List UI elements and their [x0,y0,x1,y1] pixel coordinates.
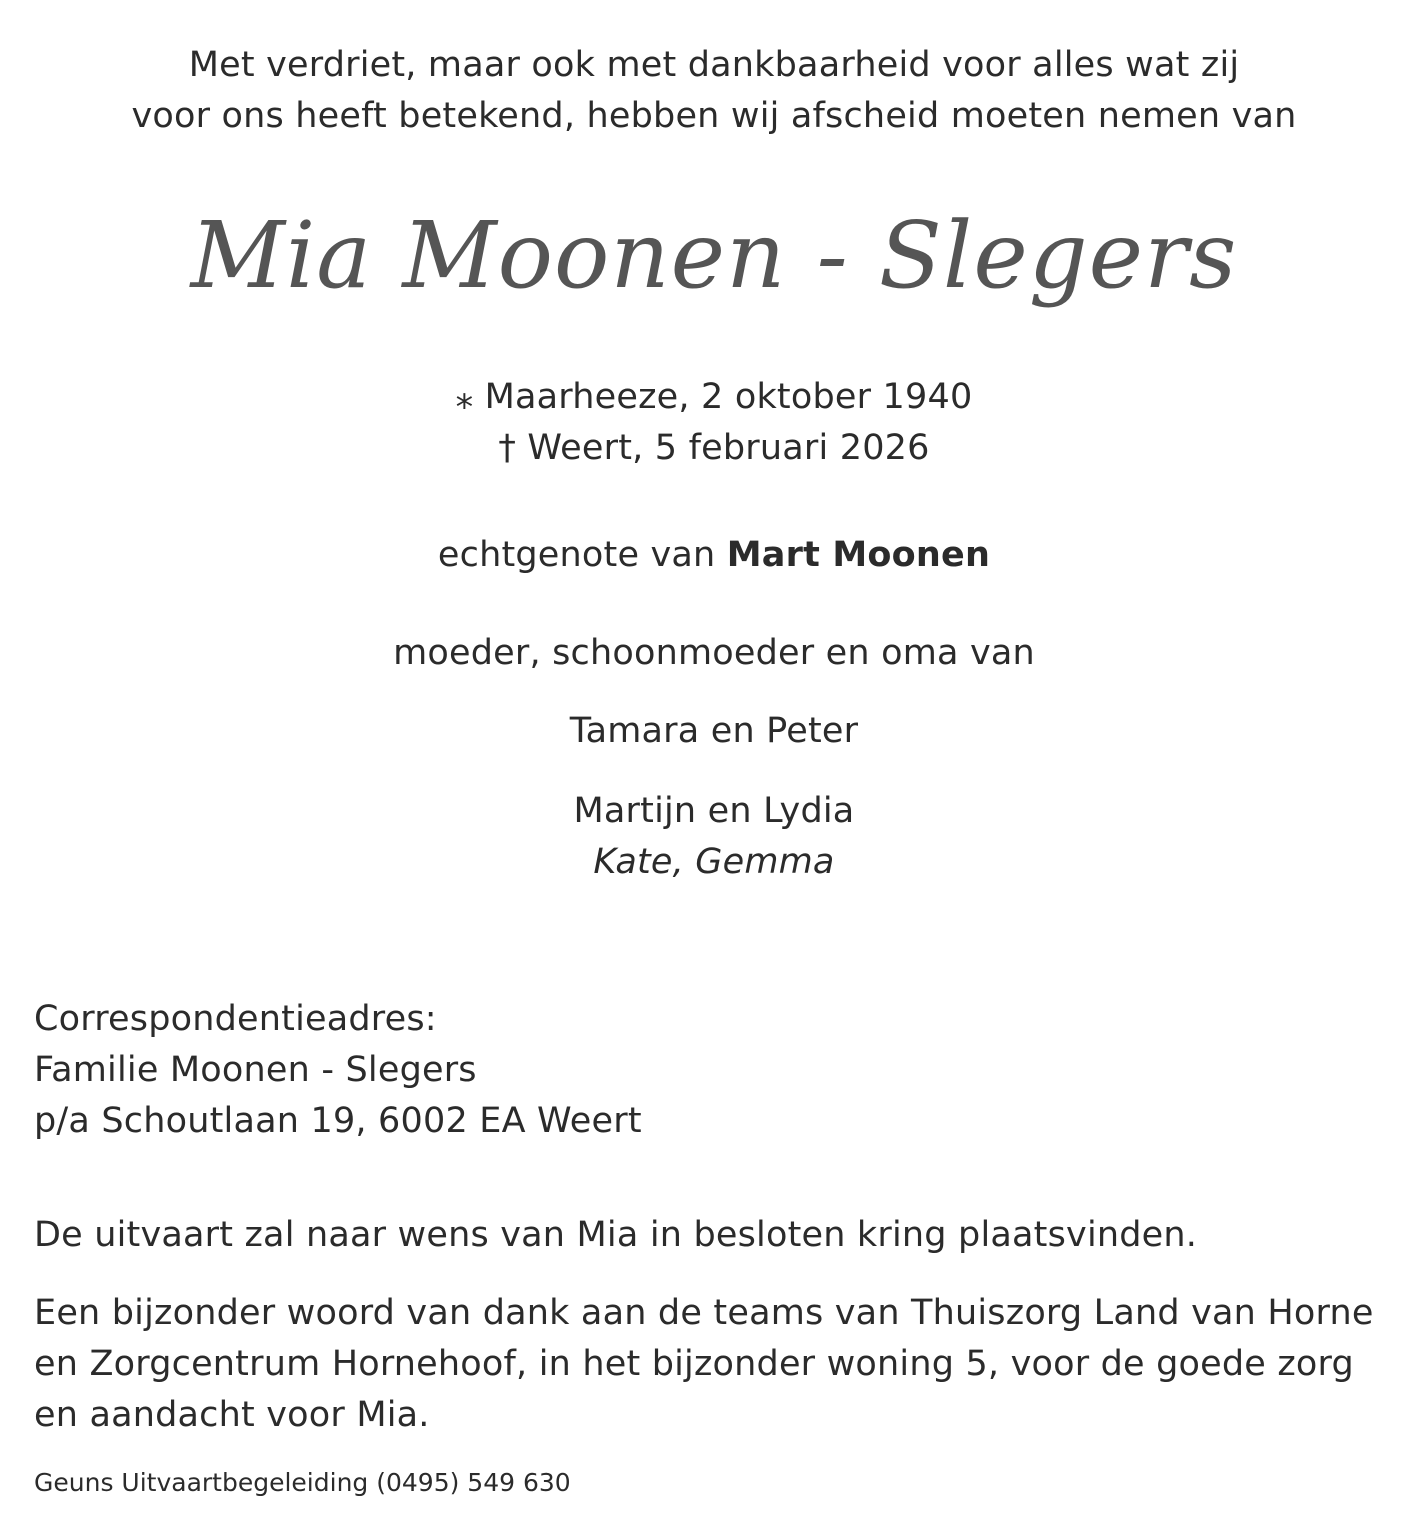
child-names: Martijn en Lydia [573,791,855,831]
correspondence-address [34,994,1374,1147]
spouse-name: Mart Moonen [726,535,991,575]
intro-line-1: Met verdriet, maar ook met dankbaarheid voor alles wat zij [188,45,1240,85]
death-line: † Weert, 5 februari 2026 [498,428,930,468]
child-family-1 [0,706,1428,757]
intro-line-2: voor ons heeft betekend, hebben wij afscheid moeten nemen van [131,96,1297,136]
correspondence-street: p/a Schoutlaan 19, 6002 EA Weert [34,1101,642,1141]
deceased-name: Mia Moonen - Slegers [190,202,1238,309]
spouse-prefix: echtgenote van [437,535,727,575]
undertaker-credit: Geuns Uitvaartbegeleiding (0495) 549 630 [34,1468,571,1497]
thanks-paragraph [34,1288,1374,1441]
child-family-2 [0,786,1428,888]
spouse-line [0,530,1428,581]
intro-text [0,40,1428,142]
thanks-line-3: en aandacht voor Mia. [34,1395,430,1435]
life-dates [0,372,1428,474]
correspondence-family: Familie Moonen - Slegers [34,1050,477,1090]
correspondence-label: Correspondentieadres: [34,999,437,1039]
grandchildren-names: Kate, Gemma [593,842,835,882]
child-names: Tamara en Peter [569,711,859,751]
thanks-line-1: Een bijzonder woord van dank aan de teams van Thuiszorg Land van Horne [34,1293,1374,1333]
funeral-notice: De uitvaart zal naar wens van Mia in besloten kring plaatsvinden. [34,1215,1198,1255]
thanks-line-2: en Zorgcentrum Hornehoof, in het bijzonder woning 5, voor de goede zorg [34,1344,1354,1384]
birth-line: ⁎ Maarheeze, 2 oktober 1940 [455,377,973,417]
relations-label: moeder, schoonmoeder en oma van [393,633,1035,673]
